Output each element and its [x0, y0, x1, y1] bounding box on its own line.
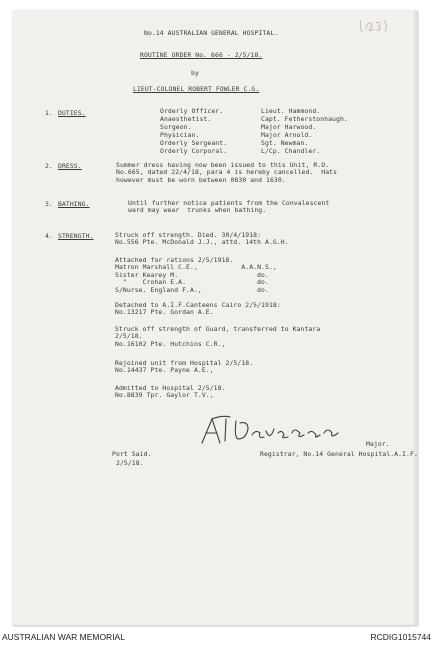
bathing-number: 3. [45, 200, 53, 208]
duties-heading: DUTIES. [58, 109, 86, 117]
bathing-heading: BATHING. [58, 200, 90, 208]
bathing-text: Until further notice patients from the Convalescent ward may wear trunks when bathing. [128, 199, 330, 215]
signature-mark [196, 411, 356, 451]
duty-name: Capt. Fetherstonhaugh. [261, 115, 348, 123]
duty-role: Orderly Sergeant. [160, 139, 228, 147]
duty-role: Orderly Corporal. [160, 147, 228, 155]
strength-attached: Attached for rations 2/5/1918. Matron Marshall C.E., A.A.N.S., Sister Kearey M. do. " Crohan E.A. do. S/Nurse. England F.A., do. [115, 256, 277, 294]
duty-role: Orderly Officer. [160, 107, 224, 115]
duty-role: Surgeon. [160, 123, 192, 131]
dress-text: Summer dress having now been issued to this Unit, R.O. No.665, dated 22/4/18, para 4 is hereby cancelled. Hats however must be worn between 0830 and 1630. [116, 161, 338, 184]
strength-detached: Detached to A.I.F.Canteens Cairo 2/5/1918: No.13217 Pte. Gordan A.E. [115, 301, 281, 317]
document-sheet [12, 10, 417, 625]
pencil-mark [358, 18, 392, 34]
commander-name: LIEUT-COLONEL ROBERT FOWLER C.G. [133, 85, 260, 93]
duty-name: Major Harwood. [261, 123, 317, 131]
page-edge [414, 10, 417, 625]
duty-name: Major Arnold. [261, 131, 313, 139]
order-title: ROUTINE ORDER No. 666 - 2/5/18. [140, 51, 263, 59]
strength-admitted: Admitted to Hospital 2/5/18. No.8839 Tpr. Gaylor T.V., [115, 384, 226, 400]
pencil-annotation [358, 18, 392, 38]
dress-heading: DRESS. [58, 162, 82, 170]
handwritten-signature [196, 411, 356, 455]
strength-number: 4. [45, 232, 53, 240]
duty-name: Lieut. Hammond. [261, 107, 321, 115]
order-date: 2/5/18. [116, 459, 144, 467]
signatory-title: Registrar, No.14 General Hospital.A.I.F. [260, 450, 418, 458]
duty-role: Physician. [160, 131, 200, 139]
order-by: by [191, 69, 199, 77]
strength-heading: STRENGTH. [58, 232, 94, 240]
archive-credit: AUSTRALIAN WAR MEMORIAL [2, 632, 125, 642]
order-place: Port Said. [112, 450, 152, 458]
duties-number: 1. [45, 109, 53, 117]
duty-name: L/Cp. Chandler. [261, 147, 321, 155]
signatory-rank: Major. [366, 440, 390, 448]
strength-rejoined: Rejoined unit from Hospital 2/5/18. No.14437 Pte. Payne A.E., [115, 359, 254, 375]
unit-title: No.14 AUSTRALIAN GENERAL HOSPITAL. [144, 29, 279, 37]
strength-transferred: Struck off strength of Guard, transferred to Kantara 2/5/18. No.16102 Pte. Hutchins C.R., [115, 325, 321, 348]
strength-died: Struck off strength. Died. 30/4/1918: No.556 Pte. McDonald J.J., attd. 14th A.G.H. [115, 231, 289, 247]
duty-role: Anaesthetist. [160, 115, 212, 123]
archive-id: RCDIG1015744 [370, 632, 431, 642]
duty-name: Sgt. Newman. [261, 139, 309, 147]
dress-number: 2. [45, 162, 53, 170]
